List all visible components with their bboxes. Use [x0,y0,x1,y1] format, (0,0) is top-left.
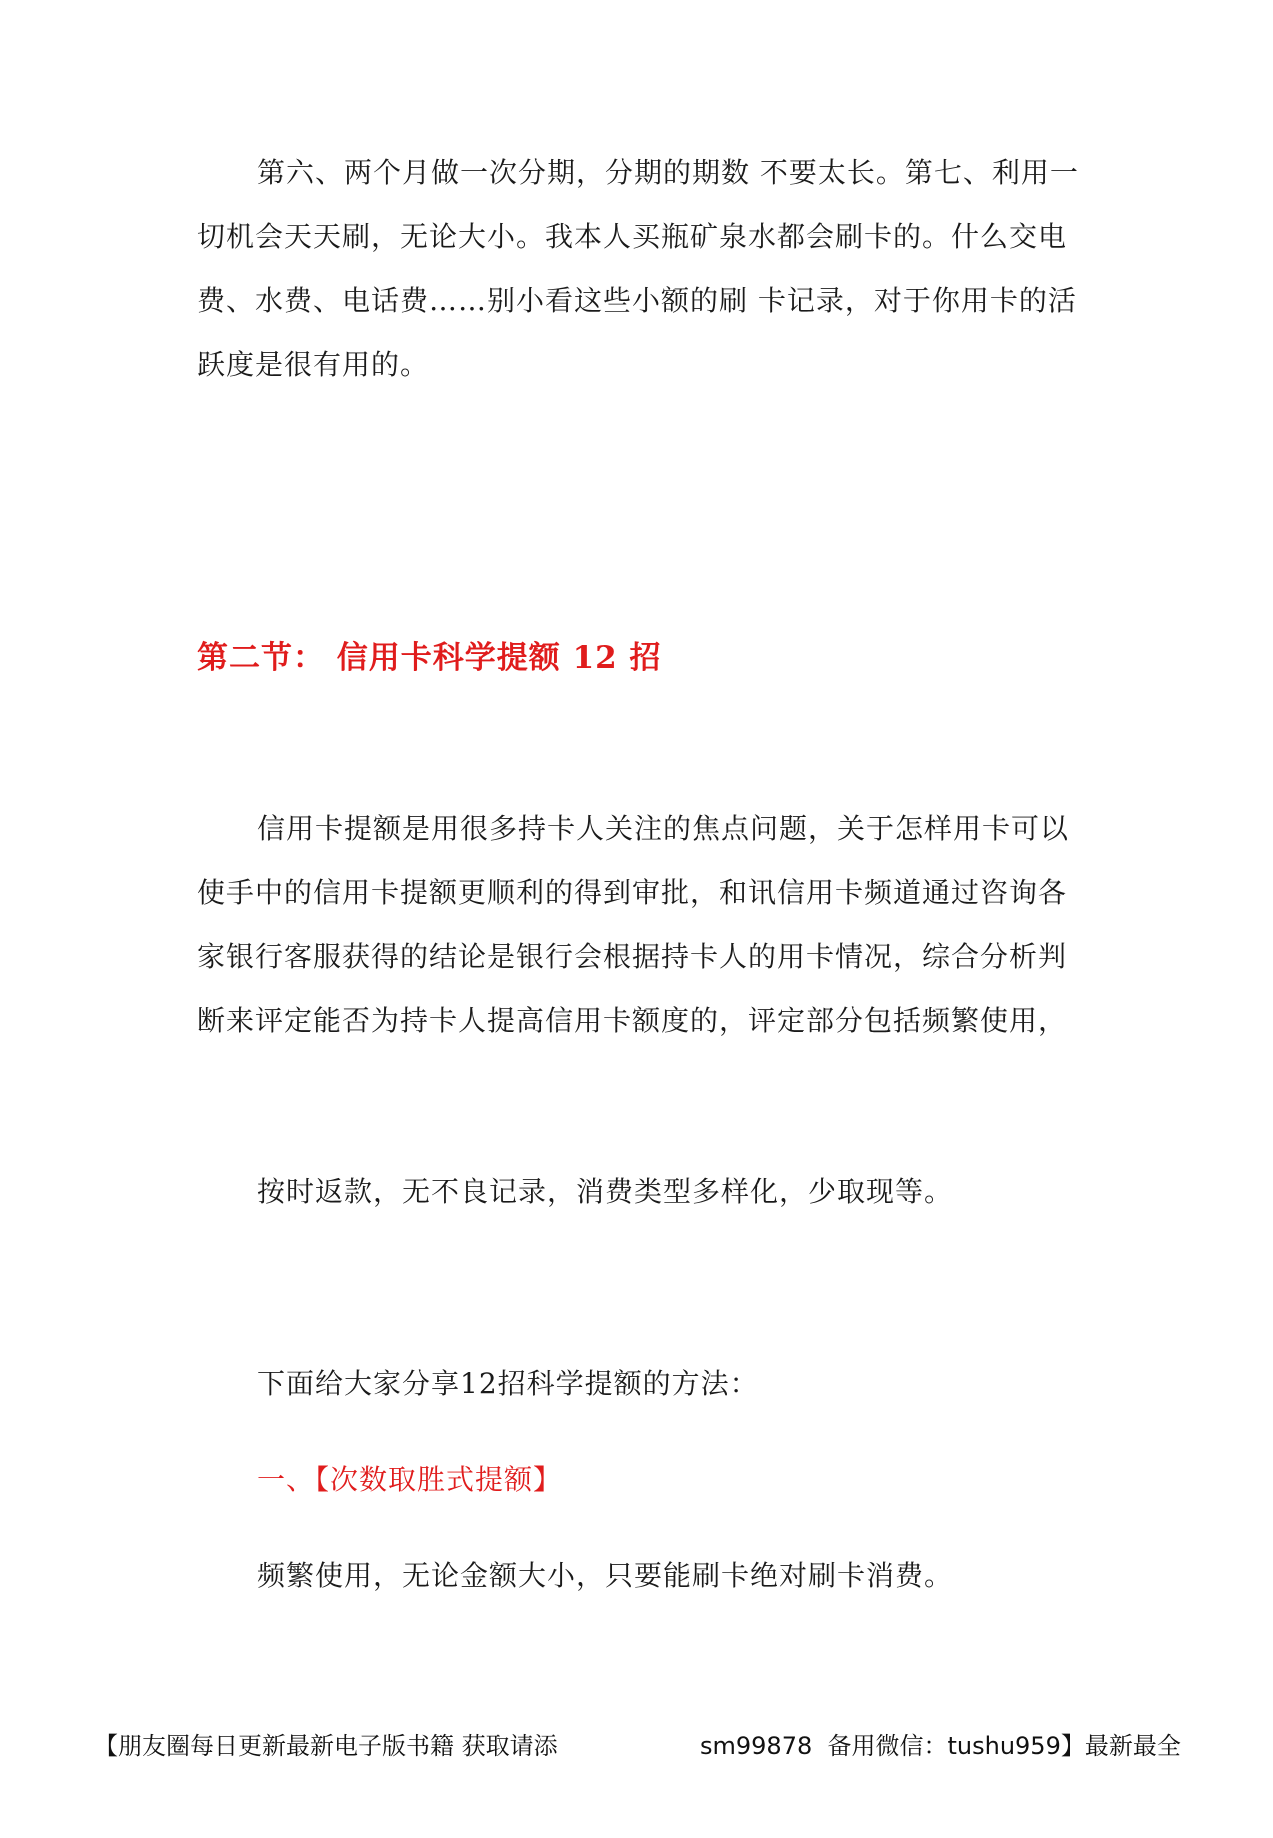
sub-heading-1: 一、【次数取胜式提额】 [257,1463,563,1496]
paragraph-5: 频繁使用，无论金额大小，只要能刷卡绝对刷卡消费。 [257,1559,954,1592]
paragraph-4: 下面给大家分享12招科学提额的方法： [257,1367,759,1400]
footer-right-text: sm99878 备用微信：tushu959】最新最全 [700,1732,1181,1760]
paragraph-3: 按时返款，无不良记录，消费类型多样化，少取现等。 [257,1175,954,1208]
paragraph-2: 信用卡提额是用很多持卡人关注的焦点问题，关于怎样用卡可以 使手中的信用卡提额更顺利的得到审批，和讯信用卡频道通过咨询各 家银行客服获得的结论是银行会根据持卡人的用卡情况，综合分析判 断来评定能否为持卡人提高信用卡额度的，评定部分包括频繁使用， [197,812,1070,1037]
paragraph-1: 第六、两个月做一次分期，分期的期数 不要太长。第七、利用一切机会天天刷，无论大小。我本人买瓶矿泉水都会刷卡的。什么交电费、水费、电话费……别小看这些小额的刷 卡记录，对于你用卡的活跃度是很有用的。 [197,156,1079,381]
footer-left-text: 【朋友圈每日更新最新电子版书籍 获取请添 [94,1732,558,1760]
section-heading: 第二节： 信用卡科学提额 12 招 [197,640,662,676]
page-footer [94,1726,1194,1762]
